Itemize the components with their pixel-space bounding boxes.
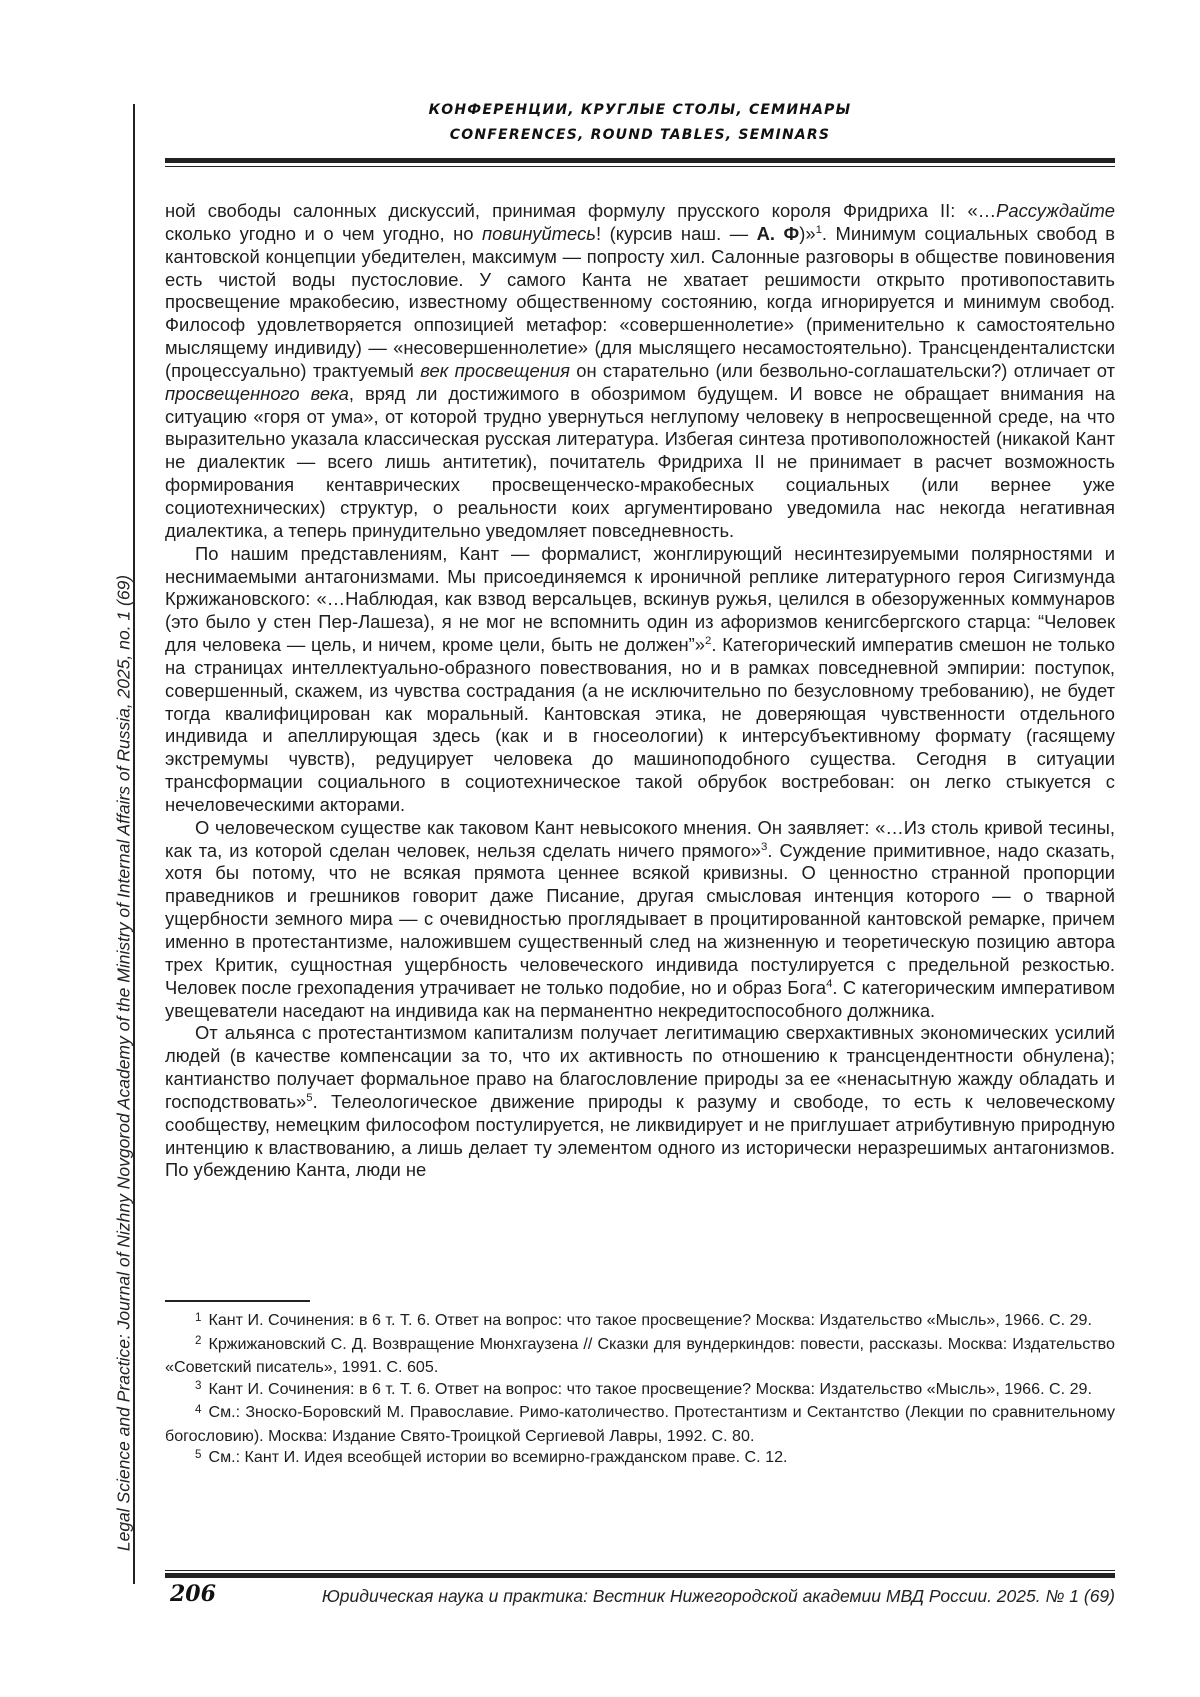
footnote-ref-1[interactable]: 1 xyxy=(815,223,822,236)
page-number: 206 xyxy=(170,1581,216,1607)
footer-journal-title: Юридическая наука и практика: Вестник Нижегородской академии МВД России. 2025. № 1 (69) xyxy=(321,1586,1115,1606)
paragraph-1: ной свободы салонных дискуссий, принимая формулу прусского короля Фридриха II: «…Рассуждайте сколько угодно и о чем угодно, но повинуйтесь! (курсив наш. — А. Ф)»$^1$. Минимум социальных свобод в кантовской концепции убедителен, максимум — попросту хил. Салонные разговоры в обществе повиновения есть чистой воды пустословие. У самого Канта не хватает решимости открыто противопоставить просвещение мракобесию, известному общественному состоянию, когда игнорируется и минимум свобод. Философ удовлетворяется оппозицией метафор: «совершеннолетие» (применительно к самостоятельно мыслящему индивиду) — «несовершеннолетие» (для мыслящего несамостоятельно). Трансценденталистски (процессуально) трактуемый век просвещения он старательно (или безвольно-соглашательски?) отличает от просвещенного века, вряд ли достижимого в обозримом будущем. И вовсе не обращает внимания на ситуацию «горя от ума», от которой трудно увернуться неглупому человеку в непросвещенной среде, на что выразительно указала классическая русская литература. Избегая синтеза противоположностей (никакой Кант не диалектик — всего лишь антитетик), почитатель Фридриха II не принимает в расчет возможность формирования кентаврических просвещенческо-мракобесных социальных (или вернее уже социотехнических) структур, о реальности коих аргументировано уведомила нас некогда негативная диалектика, а теперь принудительно уведомляет повседневность. xyxy=(165,200,1116,541)
footnote-ref-3[interactable]: 3 xyxy=(761,840,768,853)
footer-rule-thick xyxy=(165,1573,1115,1578)
footer-rule-thin xyxy=(165,1570,1115,1571)
footnotes xyxy=(165,1310,1115,1471)
footnote-4: $^4$ См.: Зноско-Боровский М. Православие. Римо-католичество. Протестантизм и Сектантство (Лекции по сравнительному богословию). Москва: Издание Свято-Троицкой Сергиевой Лавры, 1992. С. 80. xyxy=(165,1403,1115,1445)
article-body xyxy=(165,200,1115,1182)
footnote-ref-5[interactable]: 5 xyxy=(306,1091,313,1104)
section-title-en: CONFERENCES, ROUND TABLES, SEMINARS xyxy=(449,127,831,143)
paragraph-4: От альянса с протестантизмом капитализм получает легитимацию сверхактивных экономических усилий людей (в качестве компенсации за то, что их активность по отношению к трансцендентности обнулена); кантианство получает формальное право на благословление природы за ее «ненасытную жажду обладать и господствовать»$^5$. Телеологическое движение природы к разуму и свободе, то есть к человеческому сообществу, немецким философом постулируется, не ликвидирует и не приглушает атрибутивную природную интенцию к властвованию, а лишь делает ту элементом одного из исторически неразрешимых антагонизмов. По убеждению Канта, люди не xyxy=(165,1022,1115,1181)
paragraph-3: О человеческом существе как таковом Кант невысокого мнения. Он заявляет: «…Из столь кривой тесины, как та, из которой сделан человек, нельзя сделать ничего прямого»$^3$. Суждение примитивное, надо сказать, хотя бы потому, что не всякая прямота ценнее всякой кривизны. О ценностно странной пропорции праведников и грешников говорит даже Писание, другая смысловая интенция которого — о тварной ущербности земного мира — с очевидностью проглядывает в процитированной кантовской ремарке, причем именно в протестантизме, наложившем существенный след на жизненную и теоретическую позицию автора трех Критик, сущностная ущербность человеческого индивида постулируется с предельной резкостью. Человек после грехопадения утрачивает не только подобие, но и образ Бога$^4$. С категорическим императивом увещеватели наседают на индивида как на перманентно некредитоспособного должника. xyxy=(165,816,1116,1021)
footnote-3: $^3$ Кант И. Сочинения: в 6 т. Т. 6. Ответ на вопрос: что такое просвещение? Москва: Издательство «Мысль», 1966. С. 29. xyxy=(195,1379,1092,1398)
header-rule-thin xyxy=(165,166,1115,167)
side-journal-caption: Legal Science and Practice: Journal of Nizhny Novgorod Academy of the Ministry of Internal Affairs of Russia, 2025, no. 1 (69) xyxy=(113,574,134,1552)
footnote-1: $^1$ Кант И. Сочинения: в 6 т. Т. 6. Ответ на вопрос: что такое просвещение? Москва: Издательство «Мысль», 1966. С. 29. xyxy=(195,1311,1092,1329)
footnote-5: $^5$ См.: Кант И. Идея всеобщей истории во всемирно-гражданском праве. С. 12. xyxy=(195,1448,788,1466)
footnote-separator xyxy=(165,1300,310,1302)
paragraph-2: По нашим представлениям, Кант — формалист, жонглирующий несинтезируемыми полярностями и неснимаемыми антагонизмами. Мы присоединяемся к ироничной реплике литературного героя Сигизмунда Кржижановского: «…Наблюдая, как взвод версальцев, вскинув ружья, целился в обезоруженных коммунаров (это было у стен Пер-Лашеза), я не мог не вспомнить один из афоризмов кенигсбергского старца: “Человек для человека — цель, и ничем, кроме цели, быть не должен”»$^2$. Категорический императив смешон не только на страницах интеллектуально-образного повествования, но и в рамках повседневной эмпирии: поступок, совершенный, скажем, из чувства сострадания (а не исключительно по безусловному требованию), не будет тогда квалифицирован как моральный. Кантовская этика, не доверяющая чувственности отдельного индивида и апеллирующая здесь (как и в гносеологии) к интерсубъективному формату (гасящему экстремумы чувств), редуцирует человека до машиноподобного существа. Сегодня в ситуации трансформации социального в социотехническое такой обрубок востребован: он легко стыкуется с нечеловеческими акторами. xyxy=(165,542,1115,815)
section-title-ru: КОНФЕРЕНЦИИ, КРУГЛЫЕ СТОЛЫ, СЕМИНАРЫ xyxy=(428,102,852,118)
footnote-2: $^2$ Кржижановский С. Д. Возвращение Мюнхгаузена // Сказки для вундеркиндов: повести, рассказы. Москва: Издательство «Советский писатель», 1991. С. 605. xyxy=(165,1334,1115,1376)
footnote-ref-4[interactable]: 4 xyxy=(826,977,833,990)
footnote-ref-2[interactable]: 2 xyxy=(704,634,712,647)
header-rule-thick xyxy=(165,158,1115,163)
